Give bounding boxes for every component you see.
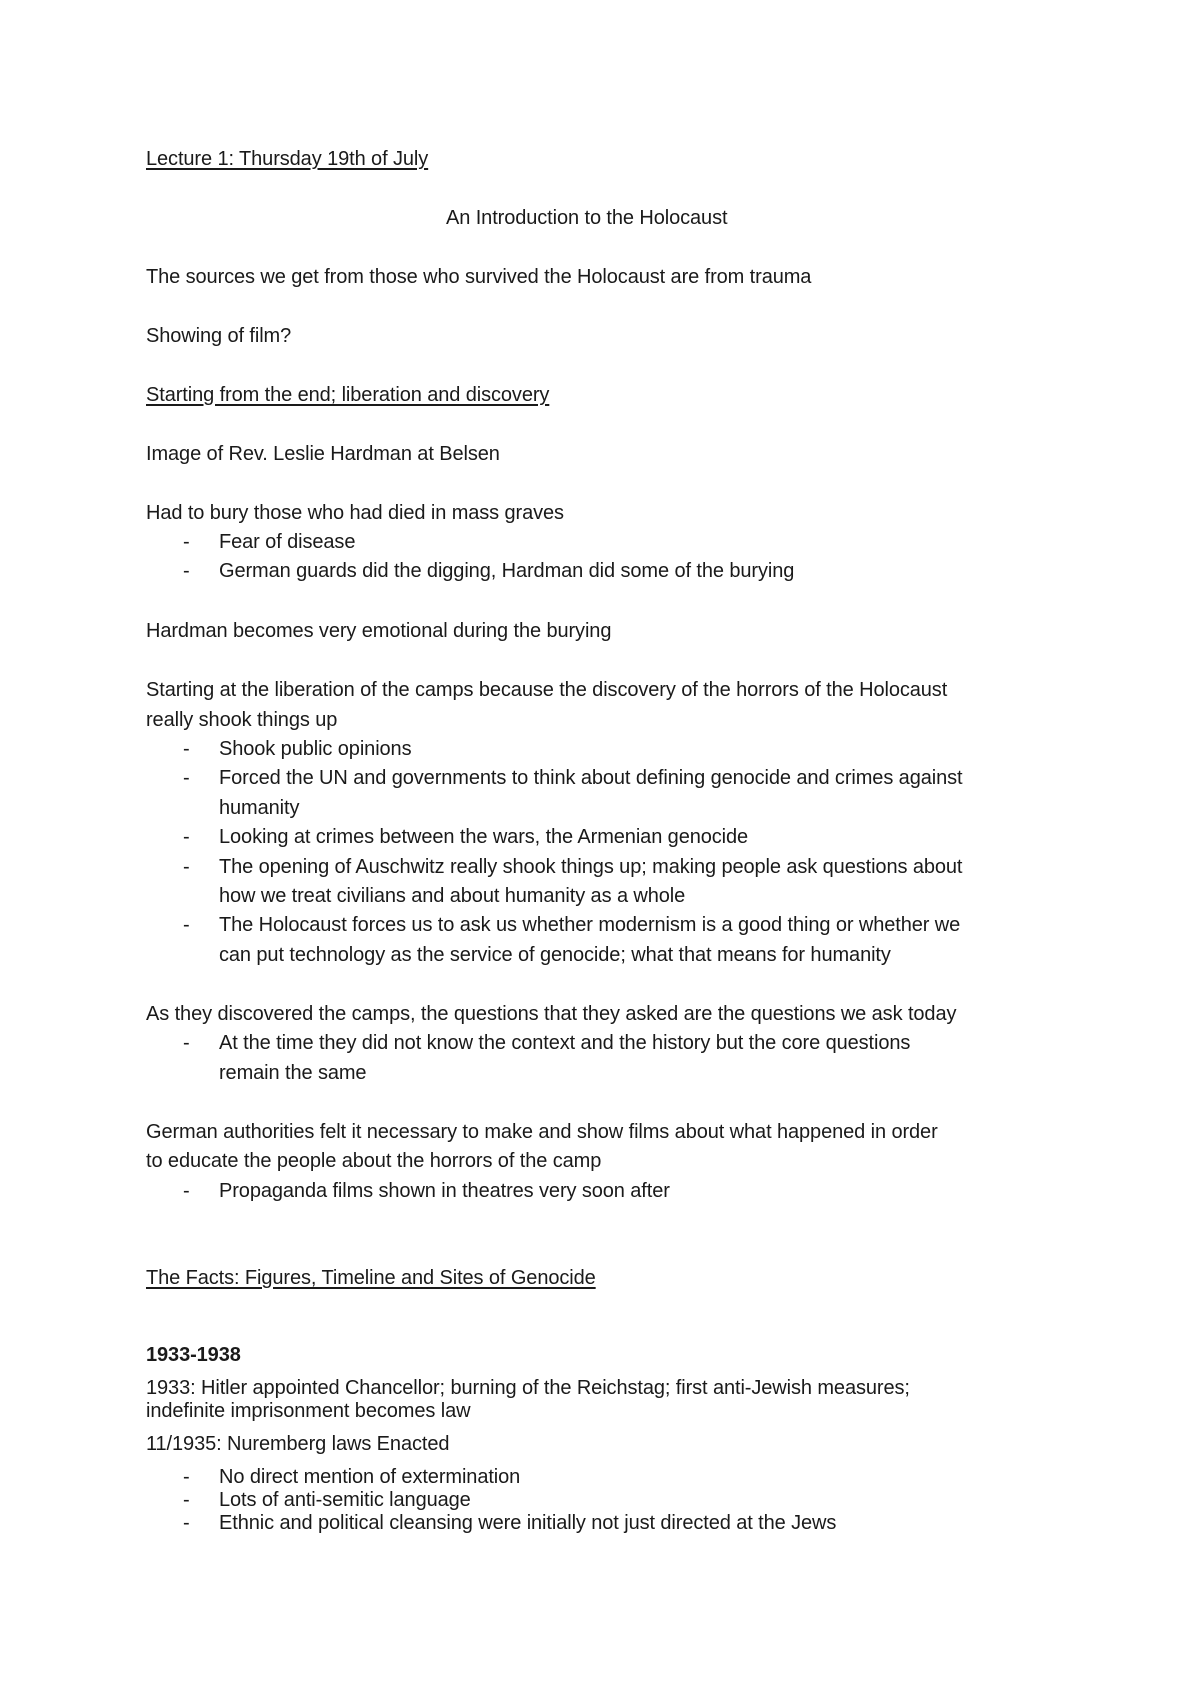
paragraph-liberation-line-2: really shook things up xyxy=(146,709,338,731)
bullet-dash: - xyxy=(183,1032,190,1054)
bullet-dash: - xyxy=(183,1512,190,1534)
paragraph-bury: Had to bury those who had died in mass graves xyxy=(146,502,564,524)
lecture-heading: Lecture 1: Thursday 19th of July xyxy=(146,148,429,170)
list-item: Propaganda films shown in theatres very soon after xyxy=(219,1180,670,1202)
list-item: German guards did the digging, Hardman did some of the burying xyxy=(219,560,795,582)
list-item: Fear of disease xyxy=(219,531,356,553)
bullet-dash: - xyxy=(183,914,190,936)
paragraph-1933-line-1: 1933: Hitler appointed Chancellor; burning of the Reichstag; first anti-Jewish measures; xyxy=(146,1377,910,1399)
paragraph-film: Showing of film? xyxy=(146,325,292,347)
list-item: The Holocaust forces us to ask us whether modernism is a good thing or whether we xyxy=(219,914,961,936)
bullet-dash: - xyxy=(183,826,190,848)
paragraph-image: Image of Rev. Leslie Hardman at Belsen xyxy=(146,443,500,465)
section-heading-liberation: Starting from the end; liberation and discovery xyxy=(146,384,550,406)
paragraph-discovered: As they discovered the camps, the questions that they asked are the questions we ask today xyxy=(146,1003,957,1025)
list-item: Lots of anti-semitic language xyxy=(219,1489,471,1511)
bullet-dash: - xyxy=(183,531,190,553)
list-item: At the time they did not know the context and the history but the core questions xyxy=(219,1032,911,1054)
document-title: An Introduction to the Holocaust xyxy=(446,207,728,229)
section-heading-facts: The Facts: Figures, Timeline and Sites of Genocide xyxy=(146,1267,596,1289)
list-item-continuation: remain the same xyxy=(219,1062,367,1084)
list-item-continuation: can put technology as the service of genocide; what that means for humanity xyxy=(219,944,891,966)
list-item-continuation: how we treat civilians and about humanity as a whole xyxy=(219,885,686,907)
paragraph-liberation-line-1: Starting at the liberation of the camps because the discovery of the horrors of the Holocaust xyxy=(146,679,948,701)
paragraph-1935: 11/1935: Nuremberg laws Enacted xyxy=(146,1433,450,1455)
list-item: Forced the UN and governments to think about defining genocide and crimes against xyxy=(219,767,963,789)
list-item: No direct mention of extermination xyxy=(219,1466,521,1488)
bullet-dash: - xyxy=(183,1489,190,1511)
paragraph-emotional: Hardman becomes very emotional during the burying xyxy=(146,620,612,642)
list-item: Ethnic and political cleansing were initially not just directed at the Jews xyxy=(219,1512,837,1534)
list-item: Shook public opinions xyxy=(219,738,412,760)
paragraph-german-line-1: German authorities felt it necessary to make and show films about what happened in order xyxy=(146,1121,938,1143)
paragraph-german-line-2: to educate the people about the horrors of the camp xyxy=(146,1150,602,1172)
list-item: Looking at crimes between the wars, the Armenian genocide xyxy=(219,826,749,848)
bullet-dash: - xyxy=(183,738,190,760)
list-item-continuation: humanity xyxy=(219,797,300,819)
bullet-dash: - xyxy=(183,767,190,789)
list-item: The opening of Auschwitz really shook things up; making people ask questions about xyxy=(219,856,963,878)
bullet-dash: - xyxy=(183,560,190,582)
bullet-dash: - xyxy=(183,1180,190,1202)
bullet-dash: - xyxy=(183,856,190,878)
paragraph-sources: The sources we get from those who survived the Holocaust are from trauma xyxy=(146,266,812,288)
paragraph-1933-line-2: indefinite imprisonment becomes law xyxy=(146,1400,471,1422)
bullet-dash: - xyxy=(183,1466,190,1488)
period-heading: 1933-1938 xyxy=(146,1344,241,1366)
